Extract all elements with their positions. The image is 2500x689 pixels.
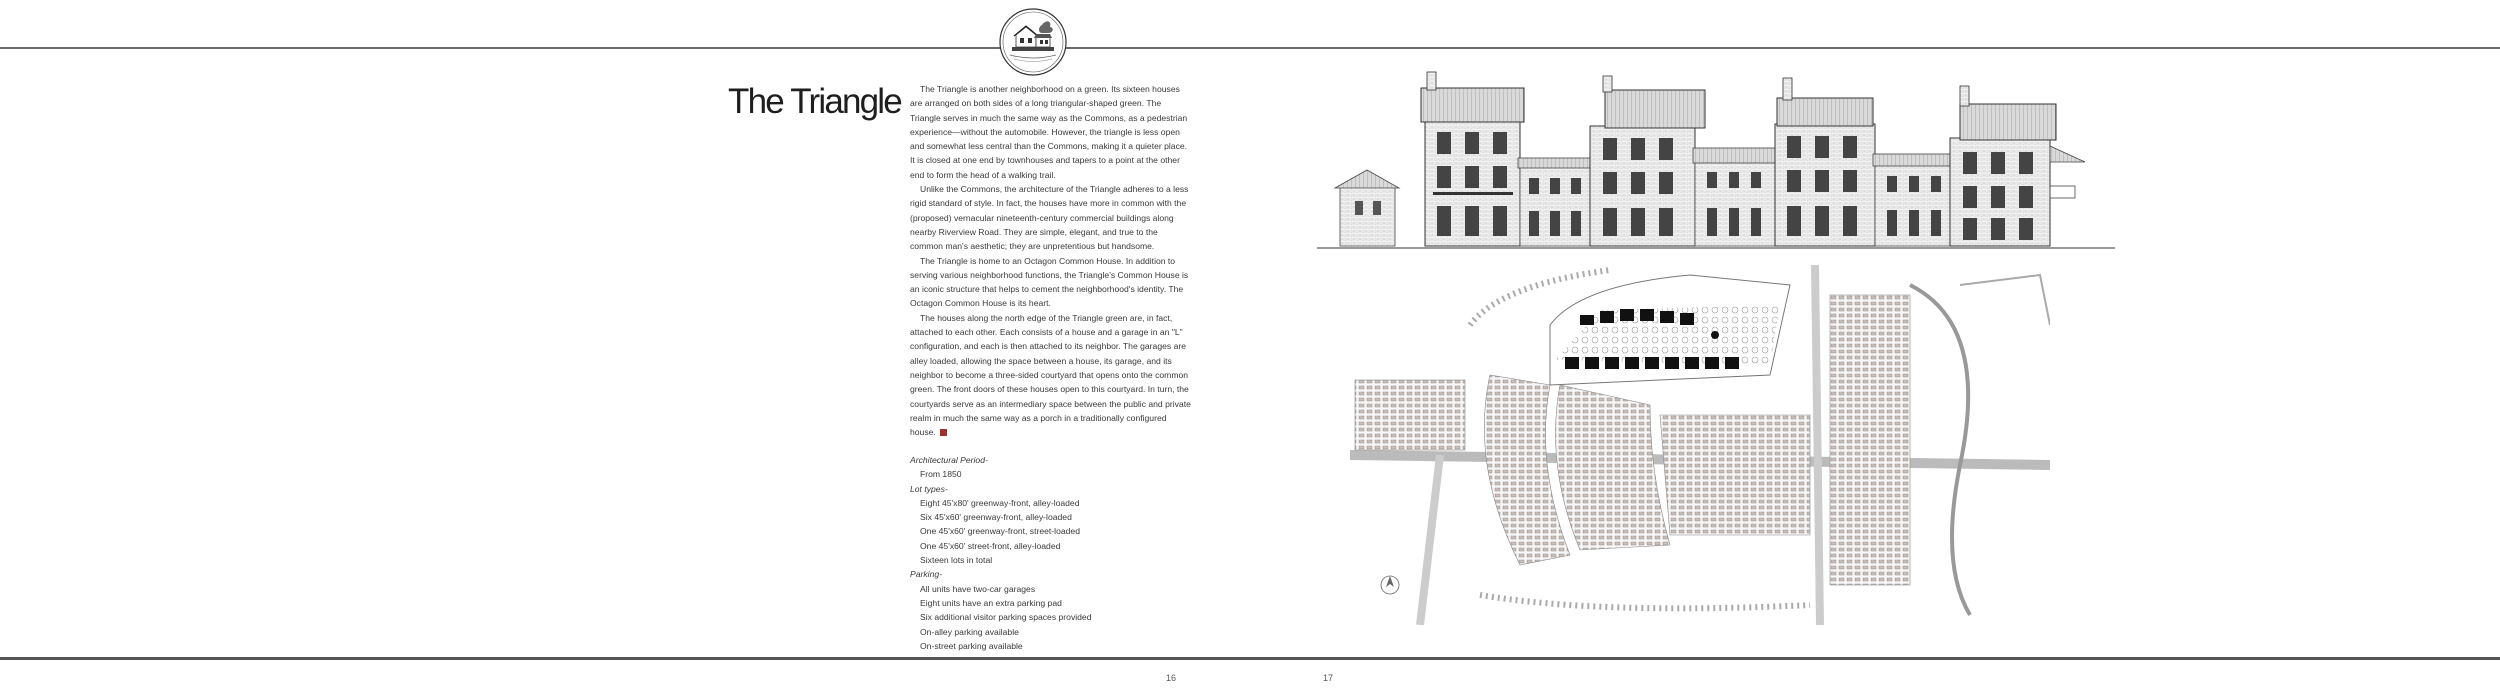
lot-item: Sixteen lots in total: [920, 555, 993, 566]
arch-period-label: Architectural Period-: [910, 455, 988, 465]
parking-item: On-alley parking available: [920, 626, 1019, 637]
arch-period-value: From 1850: [920, 469, 962, 480]
body-text: [910, 82, 1192, 439]
house-emblem-icon: [998, 7, 1068, 77]
lot-item: Eight 45'x80' greenway-front, alley-loaded: [920, 497, 1080, 508]
paragraph-1: The Triangle is another neighborhood on a green. Its sixteen houses are arranged on both sides of a long triangular-shaped green. The Triangle serves in much the same way as the Commons, as a pedestrian experience—without the automobile. However, the triangle is less open and somewhat less central than the Commons, making it a quieter place. It is closed at one end by townhouses and tapers to a point at the other end to form the head of a walking trail.: [910, 84, 1188, 180]
parking-item: All units have two-car garages: [920, 583, 1036, 594]
paragraph-3: The Triangle is home to an Octagon Common House. In addition to serving various neighborhood functions, the Triangle's Common House is an iconic structure that helps to cement the neighborhood's identity. The Octagon Common House is its heart.: [910, 255, 1189, 309]
lot-types-label: Lot types-: [910, 483, 948, 494]
paragraph-2: Unlike the Commons, the architecture of the Triangle adheres to a less rigid standard of style. In fact, the houses have more in common with the (proposed) vernacular nineteenth-century commercial buildings along nearby Riverview Road. They are simple, elegant, and true to the common man's aesthetic; they are unpretentious but handsome.: [910, 184, 1189, 252]
specs-list: [910, 453, 1210, 653]
elevation-drawing: [1315, 66, 2125, 251]
parking-label: Parking-: [910, 569, 942, 580]
page-title: The Triangle: [728, 82, 901, 121]
header-rule: [0, 47, 2500, 49]
page-number-right: 17: [1323, 673, 1334, 683]
end-mark-icon: [940, 429, 947, 436]
lot-item: Six 45'x60' greenway-front, alley-loaded: [920, 512, 1072, 523]
page-number-left: 16: [1166, 673, 1177, 683]
lot-item: One 45'x60' street-front, alley-loaded: [920, 540, 1061, 551]
parking-item: On-street parking available: [920, 640, 1023, 651]
paragraph-4-text: The houses along the north edge of the Triangle green are, in fact, attached to each other. Each consists of a house and a garage in an "L" configuration, and each is then attached to its neighbor. The garages are alley loaded, allowing the space between a house, its garage, and its neighbor to become a three-sided courtyard that opens onto the common green. The front doors of these houses open to this courtyard. In turn, the courtyards serve as an intermediary space between the public and private realm in much the same way as a porch in a traditionally configured house.: [910, 312, 1191, 438]
parking-item: Eight units have an extra parking pad: [920, 597, 1062, 608]
footer-rule: [0, 657, 2500, 660]
paragraph-4: [910, 311, 1192, 440]
site-plan-drawing: [1350, 265, 2050, 625]
parking-item: Six additional visitor parking spaces provided: [920, 612, 1092, 623]
lot-item: One 45'x60' greenway-front, street-loaded: [920, 526, 1080, 537]
